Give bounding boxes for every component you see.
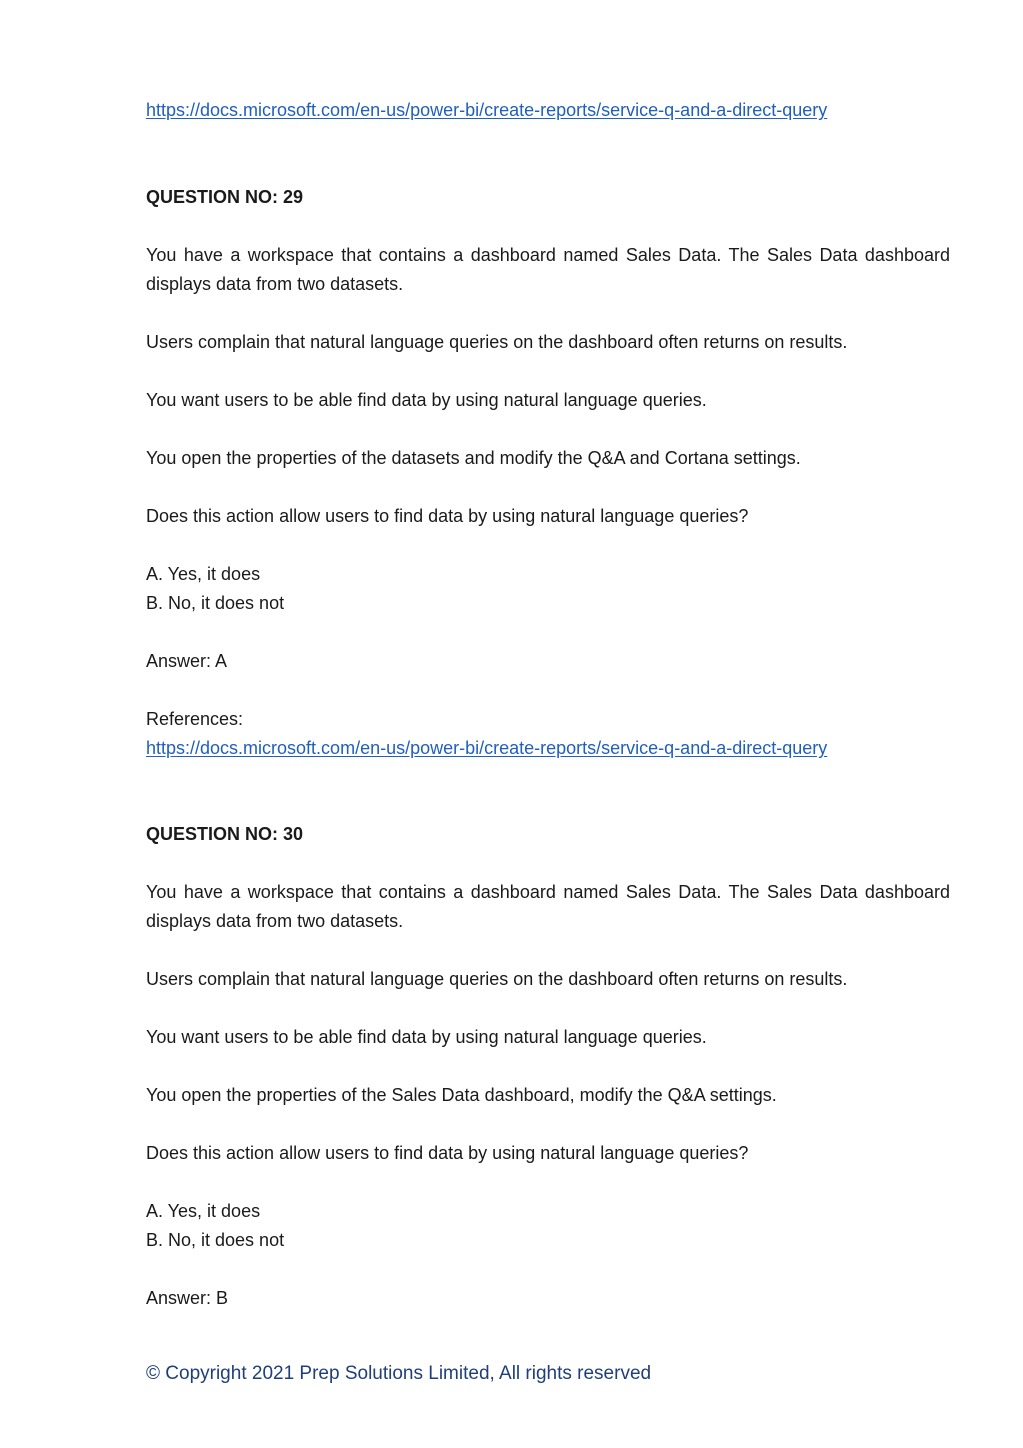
question-29-para-1: You have a workspace that contains a dashboard named Sales Data. The Sales Data dashboard displays data from two datasets.: [146, 245, 950, 294]
copyright-footer: © Copyright 2021 Prep Solutions Limited, All rights reserved: [146, 1363, 652, 1384]
question-29-para-2: Users complain that natural language queries on the dashboard often returns on results.: [146, 332, 848, 352]
document-page: [146, 0, 950, 1448]
question-30-prompt: Does this action allow users to find data by using natural language queries?: [146, 1143, 749, 1163]
question-30-option-b: B. No, it does not: [146, 1230, 285, 1250]
question-29-para-4: You open the properties of the datasets and modify the Q&A and Cortana settings.: [146, 448, 801, 468]
question-30-para-2: Users complain that natural language queries on the dashboard often returns on results.: [146, 969, 848, 989]
question-29-para-3: You want users to be able find data by using natural language queries.: [146, 390, 707, 410]
question-30-option-a: A. Yes, it does: [146, 1201, 261, 1221]
question-29-title: QUESTION NO: 29: [146, 187, 304, 207]
question-30-para-4: You open the properties of the Sales Data dashboard, modify the Q&A settings.: [146, 1085, 777, 1105]
question-29-option-a: A. Yes, it does: [146, 564, 261, 584]
question-30-para-1: You have a workspace that contains a dashboard named Sales Data. The Sales Data dashboard displays data from two datasets.: [146, 882, 950, 931]
top-reference-link[interactable]: https://docs.microsoft.com/en-us/power-bi/create-reports/service-q-and-a-direct-query: [146, 100, 828, 120]
question-29-references-label: References:: [146, 709, 244, 729]
question-29-prompt: Does this action allow users to find data by using natural language queries?: [146, 506, 749, 526]
question-30-para-3: You want users to be able find data by using natural language queries.: [146, 1027, 707, 1047]
question-30-answer: Answer: B: [146, 1288, 229, 1308]
question-30-title: QUESTION NO: 30: [146, 824, 304, 844]
question-29-reference-link[interactable]: https://docs.microsoft.com/en-us/power-bi/create-reports/service-q-and-a-direct-query: [146, 738, 828, 758]
question-29-answer: Answer: A: [146, 651, 228, 671]
question-29-option-b: B. No, it does not: [146, 593, 285, 613]
